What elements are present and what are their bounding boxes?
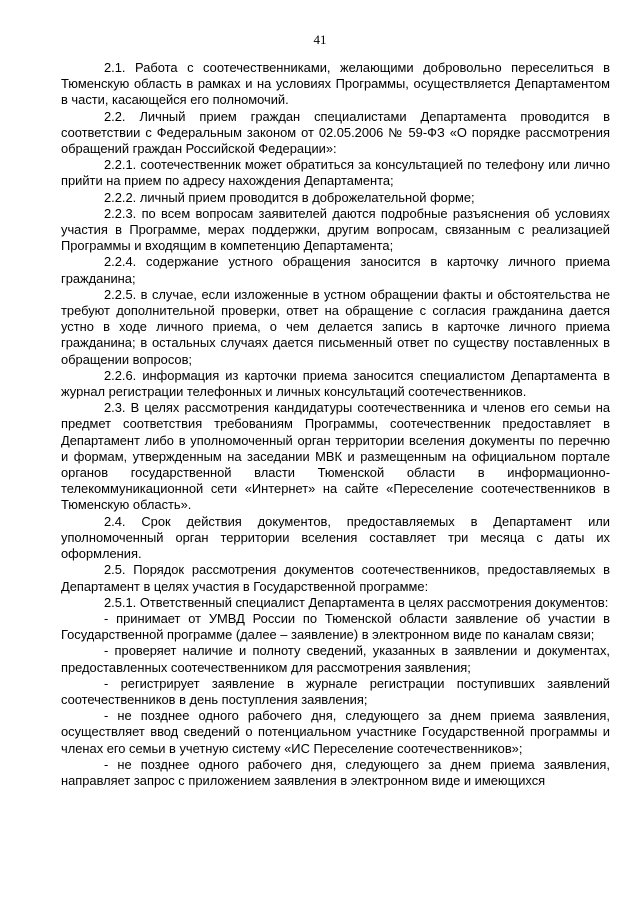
paragraph-2-5-1: 2.5.1. Ответственный специалист Департамента в целях рассмотрения документов:: [104, 594, 609, 610]
list-item-registers-application: - регистрирует заявление в журнале регистрации поступивших заявлений соотечественников в день поступления заявления;: [61, 675, 610, 707]
document-body: [61, 60, 610, 789]
paragraph-2-2-5: 2.2.5. в случае, если изложенные в устном обращении факты и обстоятельства не требуют дополнительной проверки, ответ на обращение с согласия гражданина дается устно в ходе личного приема, о чем делается запись в карточке личного приема гражданина; в остальных случаях дается письменный ответ по существу поставленных в обращении вопросов;: [61, 286, 610, 367]
paragraph-2-1: 2.1. Работа с соотечественниками, желающими добровольно переселиться в Тюменскую область в рамках и на условиях Программы, осуществляется Департаментом в части, касающейся его полномочий.: [61, 60, 610, 108]
paragraph-2-2-4: 2.2.4. содержание устного обращения заносится в карточку личного приема гражданина;: [61, 254, 610, 286]
paragraph-2-2-6: 2.2.6. информация из карточки приема заносится специалистом Департамента в журнал регистрации телефонных и личных консультаций соотечественников.: [61, 367, 610, 400]
list-item-sends-request: - не позднее одного рабочего дня, следующего за днем приема заявления, направляет запрос с приложением заявления в электронном виде и имеющихся: [61, 756, 610, 788]
page-number: 41: [313, 32, 327, 47]
paragraph-2-2-1: 2.2.1. соотечественник может обратиться за консультацией по телефону или лично прийти на прием по адресу нахождения Департамента;: [61, 157, 610, 189]
paragraph-2-4: 2.4. Срок действия документов, предоставляемых в Департамент или уполномоченный орган территории вселения составляет три месяца с даты их оформления.: [61, 513, 610, 562]
list-item-checks-completeness: - проверяет наличие и полноту сведений, указанных в заявлении и документах, предоставленных соотечественником для рассмотрения заявления;: [61, 643, 610, 675]
paragraph-2-2-3: 2.2.3. по всем вопросам заявителей даются подробные разъяснения об условиях участия в Программе, мерах поддержки, другим вопросам, связанным с реализацией Программы и входящим в компетенцию Департамента;: [61, 205, 610, 254]
paragraph-2-5: 2.5. Порядок рассмотрения документов соотечественников, предоставляемых в Департамент в целях участия в Государственной программе:: [61, 562, 610, 594]
paragraph-2-2: 2.2. Личный прием граждан специалистами Департамента проводится в соответствии с Федеральным законом от 02.05.2006 № 59-ФЗ «О порядке рассмотрения обращений граждан Российской Федерации»:: [61, 108, 610, 157]
paragraph-2-2-2: 2.2.2. личный прием проводится в доброжелательной форме;: [104, 189, 475, 205]
paragraph-2-3: 2.3. В целях рассмотрения кандидатуры соотечественника и членов его семьи на предмет соответствия требованиям Программы, соотечественник предоставляет в Департамент либо в уполномоченный орган территории вселения документы по перечню и формам, утвержденным на заседании МВК и размещенным на официальном портале органов государственной власти Тюменской области в информационно-телекоммуникационной сети «Интернет» на сайте «Переселение соотечественников в Тюменскую область».: [61, 400, 610, 513]
list-item-accepts-application: - принимает от УМВД России по Тюменской области заявление об участии в Государственной программе (далее – заявление) в электронном виде по каналам связи;: [61, 610, 610, 643]
list-item-enters-data: - не позднее одного рабочего дня, следующего за днем приема заявления, осуществляет ввод сведений о потенциальном участнике Государственной программы и членах его семьи в учетную систему «ИС Переселение соотечественников»;: [61, 708, 610, 756]
